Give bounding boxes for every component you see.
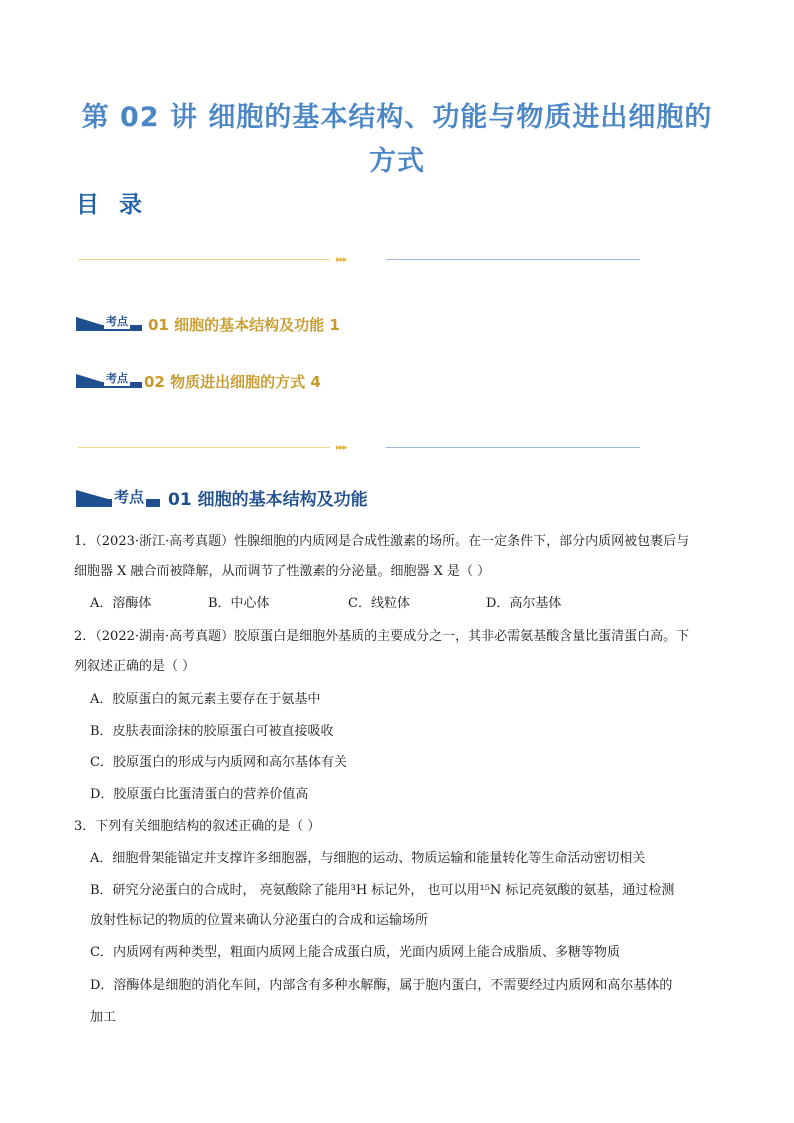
title-line-2: 方式 [369, 146, 425, 177]
option-a[interactable]: A．胶原蛋白的氮元素主要存在于氨基中 [90, 692, 321, 707]
question-2-stem-line-2: 列叙述正确的是（ ） [74, 659, 196, 674]
question-1-stem-line-2: 细胞器 X 融合而被降解，从而调节了性激素的分泌量。细胞器 X 是（ ） [74, 564, 491, 579]
option-d[interactable]: D．高尔基体 [486, 596, 562, 611]
question-1-stem-line-1: 1．（2023·浙江·高考真题）性腺细胞的内质网是合成性激素的场所。在一定条件下，部分内质网被包裹后与 [74, 534, 690, 549]
toc-item-label[interactable]: 01 细胞的基本结构及功能 1 [148, 316, 340, 334]
document-title [60, 96, 734, 184]
tag-label: 考点 [106, 315, 128, 328]
divider-arrows-icon: ▸▸▸ [336, 443, 347, 453]
option-c[interactable]: C．线粒体 [348, 596, 410, 611]
option-a[interactable]: A．细胞骨架能锚定并支撑许多细胞器，与细胞的运动、物质运输和能量转化等生命活动密切相关 [90, 851, 646, 866]
divider-line-right [386, 447, 640, 448]
kaodian-tag-icon [76, 317, 142, 333]
divider-arrows-icon: ▸▸▸ [336, 255, 347, 265]
kaodian-tag-icon [76, 374, 142, 390]
question-2-stem-line-1: 2．（2022·湖南·高考真题）胶原蛋白是细胞外基质的主要成分之一，其非必需氨基酸含量比蛋清蛋白高。下 [74, 629, 690, 644]
divider-top [78, 253, 640, 267]
option-c[interactable]: C．内质网有两种类型，粗面内质网上能合成蛋白质，光面内质网上能合成脂质、多糖等物质 [90, 945, 620, 960]
section-title: 01 细胞的基本结构及功能 [168, 490, 368, 510]
option-a[interactable]: A．溶酶体 [90, 596, 152, 611]
question-3-stem: 3．下列有关细胞结构的叙述正确的是（ ） [74, 819, 321, 834]
divider-line-right [386, 259, 640, 260]
toc-heading: 目 录 [76, 192, 149, 218]
option-c[interactable]: C．胶原蛋白的形成与内质网和高尔基体有关 [90, 755, 347, 770]
tag-label: 考点 [114, 488, 145, 506]
toc-item-label[interactable]: 02 物质进出细胞的方式 4 [144, 373, 321, 391]
tag-label: 考点 [106, 372, 128, 385]
divider-bottom [78, 441, 640, 455]
option-b[interactable]: B．研究分泌蛋白的合成时， 亮氨酸除了能用³H 标记外， 也可以用¹⁵N 标记亮氨酸的氨基，通过检测 [90, 883, 675, 898]
option-b[interactable]: B．皮肤表面涂抹的胶原蛋白可被直接吸收 [90, 724, 334, 739]
option-d[interactable]: D．溶酶体是细胞的消化车间，内部含有多种水解酶，属于胞内蛋白，不需要经过内质网和高尔基体的 [90, 978, 673, 993]
divider-line-left [78, 447, 330, 448]
option-b-continued: 放射性标记的物质的位置来确认分泌蛋白的合成和运输场所 [90, 913, 429, 928]
divider-line-left [78, 259, 330, 260]
option-d[interactable]: D．胶原蛋白比蛋清蛋白的营养价值高 [90, 787, 309, 802]
title-line-1: 第 02 讲 细胞的基本结构、功能与物质进出细胞的 [81, 102, 713, 133]
option-b[interactable]: B．中心体 [208, 596, 270, 611]
option-d-continued: 加工 [90, 1010, 117, 1025]
kaodian-tag-icon [76, 490, 160, 510]
